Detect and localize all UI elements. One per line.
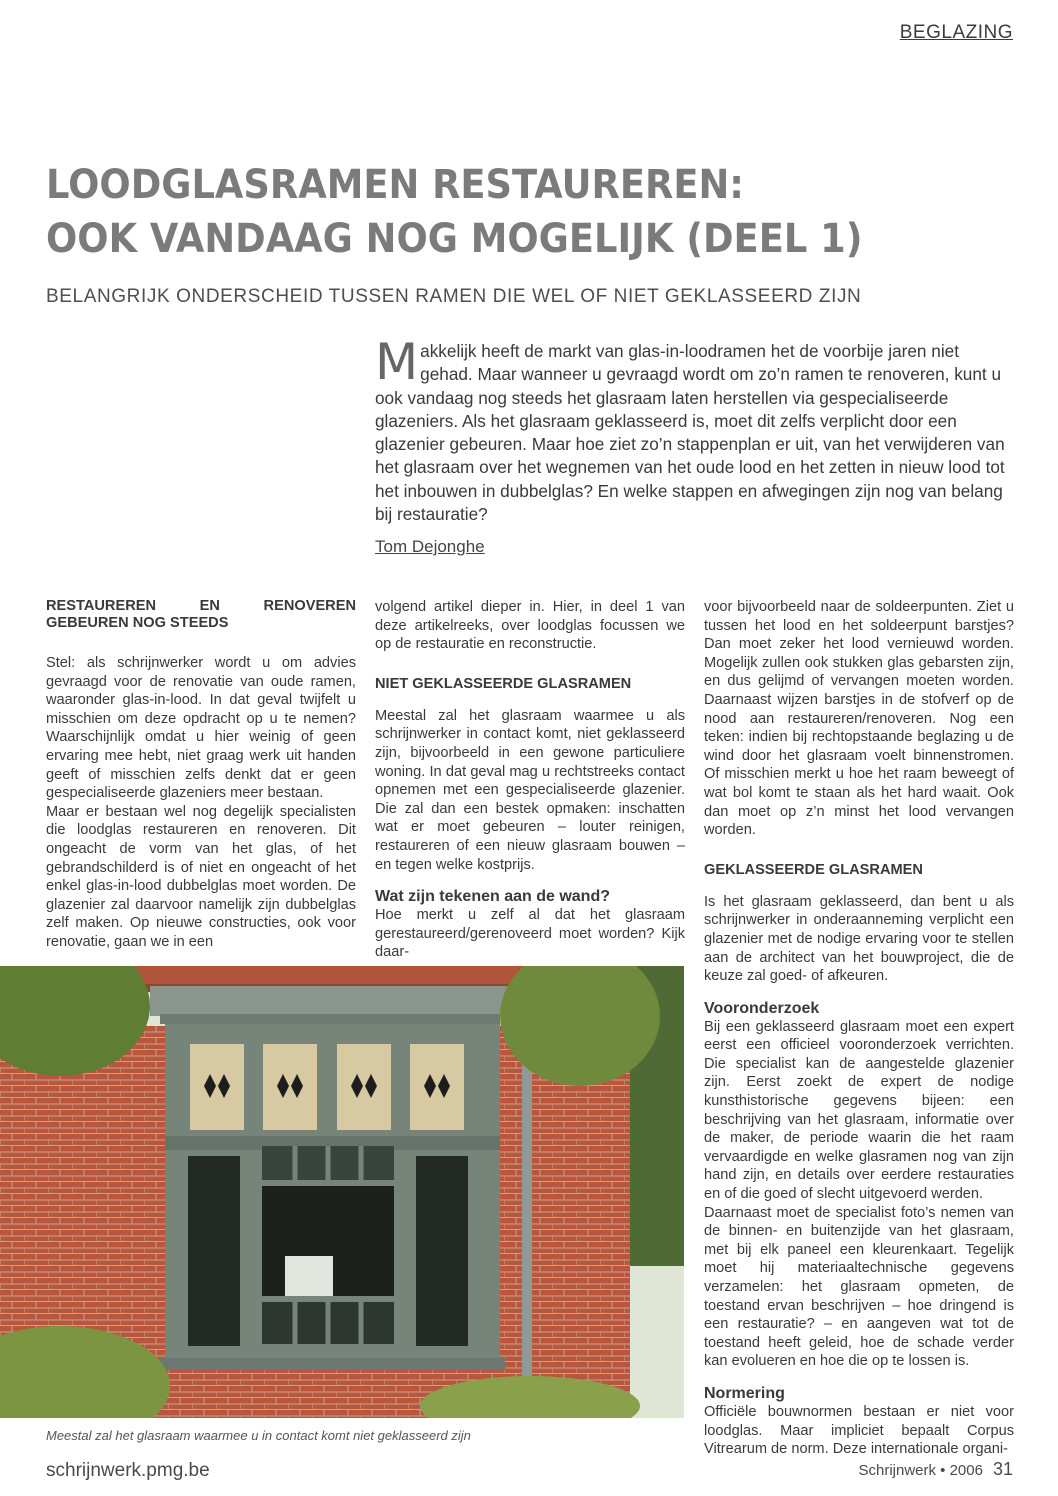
paragraph: Daarnaast moet de specialist foto’s nemen van de binnen- en buitenzijde van het glasraam, met bij elk paneel een kleurenkaart. Tegelijk moet hij materiaaltechnische gegevens verzamelen: het glasraam opmeten, de toestand ervan beschrijven – hoe dringend is een restauratie? – en aangeven wat tot de toestand heeft geleid, hoe de schade verder kan evolueren en hoe die op te lossen is. xyxy=(704,1204,1014,1370)
column-1 xyxy=(46,598,356,952)
paragraph: Meestal zal het glasraam waarmee u als schrijnwerker in contact komt, niet geklasseerd zijn, bijvoorbeeld in een gewone particuliere woning. In dat geval mag u rechtstreeks contact opnemen met een gespecialiseerde glazenier. Die zal dan een bestek opmaken: inschatten wat er moet gebeuren – louter reinigen, restaureren of een nieuw glasraam bouwen – en tegen welke kostprijs. xyxy=(375,707,685,873)
intro-paragraph xyxy=(375,333,1015,526)
paragraph: Maar er bestaan wel nog degelijk specialisten die loodglas restaureren en renoveren. Dit ongeacht de vorm van het glas, of het gebrandschilderd is of niet en ongeacht of het enkel glas-in-lood dubbelglas moet worden. De glazenier zal daarvoor namelijk zijn dubbelglas zelf maken. Op nieuwe constructies, ook voor renovatie, gaan we in een xyxy=(46,803,356,950)
article-subtitle: BELANGRIJK ONDERSCHEID TUSSEN RAMEN DIE WEL OF NIET GEKLASSEERD ZIJN xyxy=(46,286,862,307)
paragraph: Officiële bouwnormen bestaan er niet voor loodglas. Maar impliciet bepaalt Corpus Vitrearum de norm. Deze internationale organi- xyxy=(704,1403,1014,1458)
article-title xyxy=(46,158,948,266)
title-line-2: OOK VANDAAG NOG MOGELIJK (DEEL 1) xyxy=(46,216,863,262)
footer-website[interactable]: schrijnwerk.pmg.be xyxy=(46,1460,210,1481)
paragraph: Hoe merkt u zelf al dat het glasraam gerestaureerd/gerenoveerd moet worden? Kijk daar- xyxy=(375,907,685,961)
paragraph: Bij een geklasseerd glasraam moet een expert eerst een officieel vooronderzoek verrichten. Die specialist kan de aangestelde glazenier zijn. Eerst zoekt de expert de nodige kunsthistorische gegevens bijeen: een beschrijving van het glasraam, informatie over de maker, de periode waarin die het raam vervaardigde en welke glasramen nog van zijn hand zijn, en details over eerdere restauraties en of die goed of slecht uitgevoerd werden. xyxy=(704,1018,1014,1203)
window-photo xyxy=(0,966,684,1418)
section-tag: BEGLAZING xyxy=(899,22,1013,43)
footer-info xyxy=(858,1459,1013,1480)
heading-geklasseerd: GEKLASSEERDE GLASRAMEN xyxy=(704,861,923,878)
footer-magazine: Schrijnwerk • 2006 xyxy=(858,1462,983,1479)
paragraph: voor bijvoorbeeld naar de soldeerpunten. Ziet u tussen het lood en het soldeerpunt barstjes? Dan moet zeker het lood vernieuwd worden. Mogelijk zullen ook stukken glas gebarsten zijn, en dus gelijmd of vervangen moeten worden. Daarnaast wijzen barstjes in de stofverf op de nood aan restaureren/renoveren. Nog een teken: indien bij rechtopstaande beglazing u de wind door het glasraam voelt binnenstromen. Of misschien merkt u hoe het raam beweegt of wat bol komt te staan als het hard waait. Ook dan moet op z’n minst het lood vervangen worden. xyxy=(704,599,1014,839)
heading-restaureren: RESTAUREREN EN RENOVEREN GEBEUREN NOG STEEDS xyxy=(46,598,356,631)
photo-caption: Meestal zal het glasraam waarmee u in contact komt niet geklasseerd zijn xyxy=(46,1428,471,1443)
subheading-vooronderzoek: Vooronderzoek xyxy=(704,999,820,1017)
dropcap: M xyxy=(375,333,419,391)
heading-niet-geklasseerd: NIET GEKLASSEERDE GLASRAMEN xyxy=(375,675,632,692)
paragraph: Is het glasraam geklasseerd, dan bent u als schrijnwerker in onderaanneming verplicht een glazenier met de nodige ervaring voor te stellen aan de architect van het bouwproject, die de keuze zal goed- of afkeuren. xyxy=(704,893,1014,985)
column-2 xyxy=(375,598,685,962)
page-number: 31 xyxy=(992,1459,1013,1479)
column-3 xyxy=(704,598,1014,1459)
paragraph: Stel: als schrijnwerker wordt u om advies gevraagd voor de renovatie van oude ramen, waaronder glas-in-lood. In dat geval twijfelt u misschien om deze opdracht op u te nemen? Waarschijnlijk omdat u hier weinig of geen ervaring mee hebt, niet graag werk uit handen geeft of misschien zelfs denkt dat er geen gespecialiseerde glazeniers meer bestaan. xyxy=(46,655,356,802)
subheading-tekenen: Wat zijn tekenen aan de wand? xyxy=(375,888,610,906)
subheading-normering: Normering xyxy=(704,1384,785,1402)
paragraph: volgend artikel dieper in. Hier, in deel 1 van deze artikelreeks, over loodglas focussen we op de restauratie en reconstructie. xyxy=(375,599,685,653)
intro-text: akkelijk heeft de markt van glas-in-loodramen het de voorbije jaren niet gehad. Maar wanneer u gevraagd wordt om zo’n ramen te renoveren, kunt u ook vandaag nog steeds het glasraam laten herstellen via gespecialiseerde glazeniers. Als het glasraam geklasseerd is, moet dit zelfs verplicht door een glazenier gebeuren. Maar hoe ziet zo’n stappenplan er uit, van het verwijderen van het glasraam over het wegnemen van het oude lood en het zetten in nieuw lood tot het inbouwen in dubbelglas? En welke stappen en afwegingen zijn nog van belang bij restauratie? xyxy=(375,341,1005,525)
author-byline: Tom Dejonghe xyxy=(375,537,485,556)
title-line-1: LOODGLASRAMEN RESTAUREREN: xyxy=(46,162,745,208)
